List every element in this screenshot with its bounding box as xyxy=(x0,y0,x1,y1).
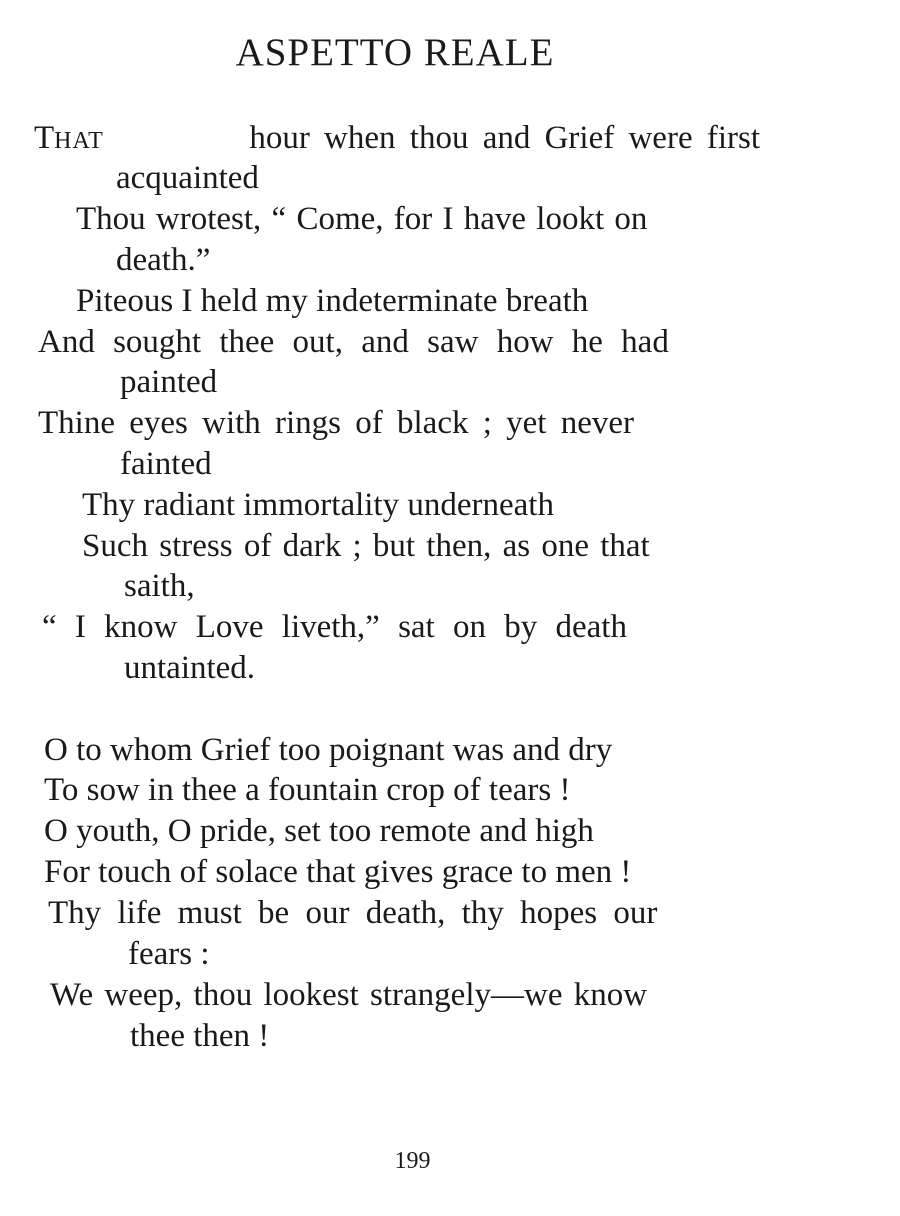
stanza2-line2: To sow in thee a fountain crop of tears ! xyxy=(44,772,571,808)
stanza1-line4: And sought thee out, and saw how he had xyxy=(38,324,669,360)
stanza1-line1-cont: acquainted xyxy=(116,160,259,196)
page-number: 199 xyxy=(394,1148,431,1174)
stanza1-line1-text: hour when thou and Grief were first xyxy=(249,120,760,156)
stanza1-line4-cont: painted xyxy=(120,364,218,400)
stanza2-line6-cont: thee then ! xyxy=(130,1018,270,1054)
stanza2-line1: O to whom Grief too poignant was and dry xyxy=(44,732,613,768)
stanza1-line2: Thou wrotest, “ Come, for I have lookt on xyxy=(76,201,648,237)
poem-title: ASPETTO REALE xyxy=(235,31,555,74)
stanza1-line7-cont: saith, xyxy=(124,568,195,604)
stanza1-line8: “ I know Love liveth,” sat on by death xyxy=(42,609,627,645)
drop-small-caps: THAT xyxy=(34,120,104,156)
stanza1-line8-cont: untainted. xyxy=(124,650,256,686)
stanza1-line6: Thy radiant immortality underneath xyxy=(82,487,554,523)
stanza1-line2-cont: death.” xyxy=(116,242,211,278)
stanza2-line3: O youth, O pride, set too remote and high xyxy=(44,813,594,849)
stanza1-line3: Piteous I held my indeterminate breath xyxy=(76,283,589,319)
stanza1-line1 xyxy=(34,118,760,161)
stanza2-line4: For touch of solace that gives grace to men ! xyxy=(44,854,632,890)
stanza1-line5-cont: fainted xyxy=(120,446,212,482)
stanza2-line5: Thy life must be our death, thy hopes our xyxy=(48,895,658,931)
stanza1-line7: Such stress of dark ; but then, as one that xyxy=(82,528,650,564)
stanza2-line5-cont: fears : xyxy=(128,936,210,972)
stanza2-line6: We weep, thou lookest strangely—we know xyxy=(50,977,648,1013)
stanza1-line5: Thine eyes with rings of black ; yet never xyxy=(38,405,634,441)
